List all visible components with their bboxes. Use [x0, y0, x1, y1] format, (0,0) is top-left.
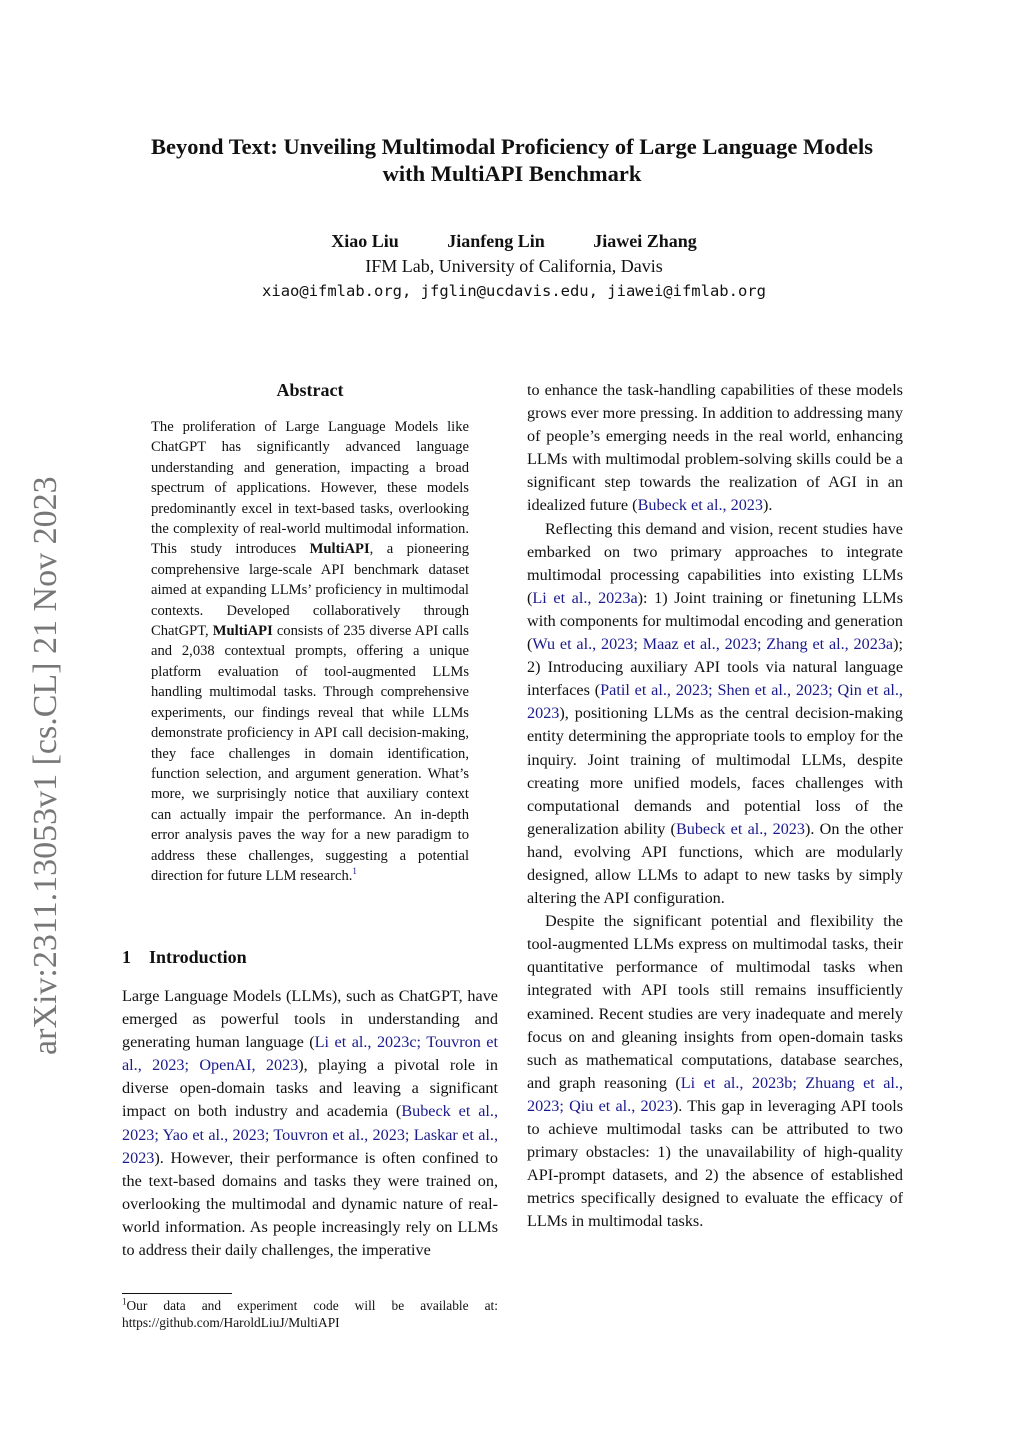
footnote-text: $^1$Our data and experiment code will be available at: https://github.com/HaroldLiuJ/MultiAPI — [122, 1296, 498, 1330]
author-emails: xiao@ifmlab.org, jfglin@ucdavis.edu, jiawei@ifmlab.org — [262, 282, 766, 300]
footnote-marker[interactable]: 1 — [352, 866, 357, 877]
title-line-2: with MultiAPI Benchmark — [382, 161, 642, 186]
section-heading-introduction — [122, 947, 247, 968]
intro-paragraph-1-start — [122, 985, 498, 1262]
arxiv-identifier-stamp: arXiv:2311.13053v1 [cs.CL] 21 Nov 2023 — [27, 476, 64, 1055]
right-column — [527, 379, 903, 1233]
author-name: Jianfeng Lin — [447, 231, 545, 251]
citation-link[interactable]: Li et al., 2023c; Touvron et al., 2023; OpenAI, 2023 — [122, 1033, 498, 1075]
footnote-rule — [122, 1293, 232, 1294]
paragraph: Reflecting this demand and vision, recent studies have embarked on two primary approaches to integrate multimodal processing capabilities into existing LLMs (Li et al., 2023a): 1) Joint training or finetuning LLMs with components for multimodal encoding and generation (Wu et al., 2023; Maaz et al., 2023; Zhang et al., 2023a); 2) Introducing auxiliary API tools via natural language interfaces (Patil et al., 2023; Shen et al., 2023; Qin et al., 2023), positioning LLMs as the central decision-making entity determining the appropriate tools to employ for the inquiry. Joint training of multimodal LLMs, despite creating more unified models, faces challenges with computational demands and potential loss of the generalization ability (Bubeck et al., 2023). On the other hand, evolving API functions, which are modularly designed, allow LLMs to adapt to new tasks by simply altering the API configuration. — [527, 519, 903, 908]
abstract-paragraph — [151, 417, 469, 886]
citation-link[interactable]: Bubeck et al., 2023; Yao et al., 2023; Touvron et al., 2023; Laskar et al., 2023 — [122, 1102, 499, 1167]
citation-link[interactable]: Li et al., 2023a — [532, 588, 638, 607]
dataset-name: MultiAPI — [212, 623, 273, 640]
paragraph: to enhance the task-handling capabilities of these models grows ever more pressing. In addition to addressing many of people’s emerging needs in the real world, enhancing LLMs with multimodal problem-solving skills could be a significant step towards the realization of AGI in an idealized future (Bubeck et al., 2023). — [527, 381, 903, 515]
author-list — [0, 231, 1024, 252]
paper-title — [100, 133, 924, 187]
title-line-1: Beyond Text: Unveiling Multimodal Proficiency of Large Language Models — [150, 134, 874, 159]
author-name: Jiawei Zhang — [593, 231, 697, 251]
citation-link[interactable]: Li et al., 2023b; Zhuang et al., 2023; Qiu et al., 2023 — [527, 1073, 903, 1115]
author-name: Xiao Liu — [331, 231, 399, 251]
citation-link[interactable]: Patil et al., 2023; Shen et al., 2023; Qin et al., 2023 — [527, 681, 903, 723]
dataset-name: MultiAPI — [309, 541, 370, 558]
citation-link[interactable]: Bubeck et al., 2023 — [637, 496, 763, 515]
citation-link[interactable]: Wu et al., 2023; Maaz et al., 2023; Zhang et al., 2023a — [532, 635, 894, 654]
abstract-text: , a pioneering comprehensive large-scale API benchmark dataset aimed at expanding LLMs’ proficiency in multimodal contexts. Developed collaboratively through ChatGPT, — [151, 541, 469, 640]
abstract-heading: Abstract — [276, 380, 344, 400]
footnote — [122, 1297, 498, 1331]
citation-link[interactable]: Bubeck et al., 2023 — [675, 819, 805, 838]
affiliation: IFM Lab, University of California, Davis — [365, 256, 663, 276]
section-number: 1 — [122, 947, 131, 967]
abstract-text: The proliferation of Large Language Models like ChatGPT has significantly advanced language understanding and generation, impacting a broad spectrum of applications. However, these models predominantly excel in text-based tasks, overlooking the complexity of real-world multimodal information. This study introduces — [151, 419, 469, 558]
footnote-number: 1 — [122, 1296, 127, 1307]
abstract-body — [151, 417, 469, 886]
abstract-text: consists of 235 diverse API calls and 2,038 contextual prompts, offering a unique platform evaluation of tool-augmented LLMs handling multimodal tasks. Through comprehensive experiments, our findings reveal that while LLMs demonstrate proficiency in API call decision-making, they face challenges in domain identification, function selection, and argument generation. What’s more, we surprisingly notice that auxiliary context can actually impair the performance. An in-depth error analysis paves the way for a new paradigm to address these challenges, suggesting a potential direction for future LLM research. — [151, 623, 469, 884]
paragraph: Large Language Models (LLMs), such as ChatGPT, have emerged as powerful tools in understanding and generating human language (Li et al., 2023c; Touvron et al., 2023; OpenAI, 2023), playing a pivotal role in diverse open-domain tasks and leaving a significant impact on both industry and academia (Bubeck et al., 2023; Yao et al., 2023; Touvron et al., 2023; Laskar et al., 2023). However, their performance is often confined to the text-based domains and tasks they were trained on, overlooking the multimodal and dynamic nature of real-world information. As people increasingly rely on LLMs to address their daily challenges, the imperative — [122, 987, 499, 1260]
section-title: Introduction — [149, 947, 247, 967]
paragraph: Despite the significant potential and flexibility the tool-augmented LLMs express on multimodal tasks, their quantitative performance of multimodal tasks when integrated with API tools still remains insufficiently examined. Recent studies are very inadequate and merely focus on and gleaning insights from open-domain tasks such as mathematical computations, database searches, and graph reasoning (Li et al., 2023b; Zhuang et al., 2023; Qiu et al., 2023). This gap in leveraging API tools to achieve multimodal tasks can be attributed to two primary obstacles: 1) the unavailability of high-quality API-prompt datasets, and 2) the absence of established metrics specifically designed to evaluate the efficacy of LLMs in multimodal tasks. — [527, 912, 903, 1231]
